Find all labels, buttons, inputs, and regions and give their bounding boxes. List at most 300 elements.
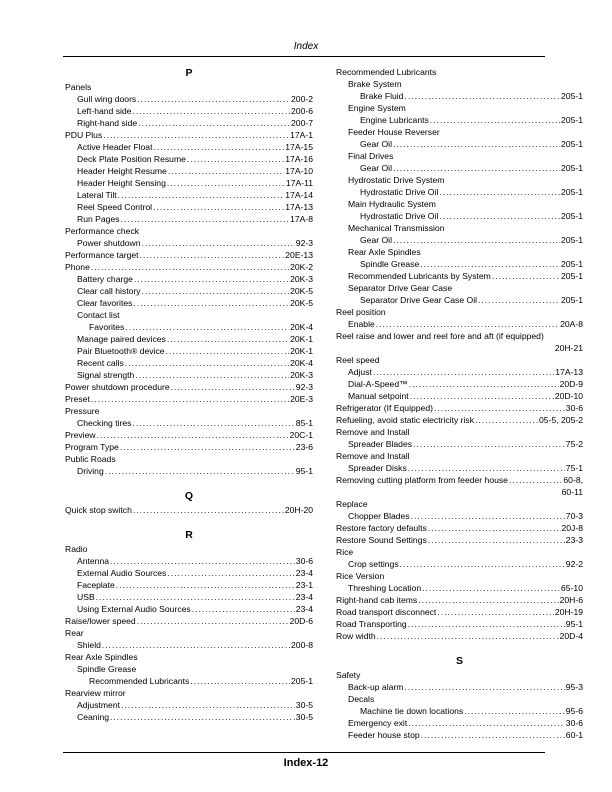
index-entry-continuation: 60-11 (561, 487, 583, 497)
index-entry-label: Preset (65, 394, 90, 404)
dot-leader (404, 90, 560, 102)
dot-leader (376, 318, 559, 330)
dot-leader (171, 381, 295, 393)
index-entry (336, 474, 583, 486)
index-entry-label: Clear call history (77, 286, 141, 296)
index-entry-label: Phone (65, 262, 90, 272)
index-entry-continuation: 20H-21 (554, 343, 583, 353)
index-entry-label: Pair Bluetooth® device (77, 346, 165, 356)
index-entry (65, 393, 313, 405)
index-entry-page-ref: 205-1 (561, 163, 583, 173)
index-entry (336, 522, 583, 534)
dot-leader (400, 558, 565, 570)
index-entry-label: Rearview mirror (65, 688, 126, 698)
index-entry-page-ref: 85-1 (295, 418, 313, 428)
index-entry (336, 378, 583, 390)
dot-leader (110, 555, 295, 567)
index-entry-label: Raise/lower speed (65, 616, 136, 626)
dot-leader (478, 294, 560, 306)
dot-leader (153, 201, 284, 213)
index-entry (65, 663, 313, 675)
index-entry (65, 579, 313, 591)
index-entry-page-ref: 20D-4 (559, 631, 583, 641)
index-entry-page-ref: 17A-10 (285, 166, 313, 176)
index-entry (65, 675, 313, 687)
index-entry-label: Power shutdown procedure (65, 382, 170, 392)
index-entry-label: Checking tires (77, 418, 132, 428)
index-entry-label: Adjustment (77, 700, 120, 710)
index-entry-page-ref: 20E-13 (285, 250, 313, 260)
index-entry-page-ref: 17A-13 (285, 202, 313, 212)
index-entry-page-ref: 205-1 (561, 271, 583, 281)
index-entry (65, 237, 313, 249)
index-entry-label: Feeder house stop (348, 730, 420, 740)
index-entry-label: Preview (65, 430, 96, 440)
index-entry-label: Refueling, avoid static electricity risk (336, 415, 475, 425)
index-entry (65, 321, 313, 333)
index-entry (65, 165, 313, 177)
index-entry (65, 153, 313, 165)
index-entry-label: Public Roads (65, 454, 116, 464)
index-entry-label: Road transport disconnect (336, 607, 437, 617)
index-entry (336, 366, 583, 378)
dot-leader (91, 393, 289, 405)
dot-leader (430, 114, 560, 126)
index-entry-label: Right-hand cab items (336, 595, 418, 605)
dot-leader (428, 522, 561, 534)
index-entry-label: Using External Audio Sources (77, 604, 191, 614)
index-entry-label: Antenna (77, 556, 110, 566)
index-entry-label: USB (77, 592, 95, 602)
index-entry-page-ref: 20H-6 (559, 595, 583, 605)
index-entry-label: Chopper Blades (348, 511, 410, 521)
index-entry-label: Recommended Lubricants (89, 676, 190, 686)
index-entry (336, 582, 583, 594)
section-letter-heading: S (455, 655, 463, 667)
index-entry (336, 558, 583, 570)
index-entry-page-ref: 65-10 (561, 583, 583, 593)
index-entry-page-ref: 20K-5 (290, 298, 313, 308)
index-entry (65, 333, 313, 345)
index-entry-label: Row width (336, 631, 376, 641)
index-entry-label: Separator Drive Gear Case Oil (360, 295, 478, 305)
index-entry-label: Performance target (65, 250, 139, 260)
dot-leader (404, 681, 564, 693)
index-entry (336, 114, 583, 126)
dot-leader (105, 465, 295, 477)
dot-leader (142, 237, 295, 249)
index-entry-label: Refrigerator (If Equipped) (336, 403, 433, 413)
index-entry-page-ref: 23-6 (295, 442, 313, 452)
index-entry-page-ref: 95-6 (565, 706, 583, 716)
index-entry-page-ref: 70-3 (565, 511, 583, 521)
index-entry-page-ref: 200-2 (291, 94, 313, 104)
index-entry (336, 210, 583, 222)
dot-leader (153, 141, 284, 153)
index-entry-label: Rear (65, 628, 84, 638)
dot-leader (103, 129, 289, 141)
dot-leader (135, 369, 289, 381)
index-entry (65, 429, 313, 441)
index-entry-label: Gear Oil (360, 235, 392, 245)
index-entry (65, 627, 313, 639)
dot-leader (167, 177, 285, 189)
dot-leader (133, 504, 284, 516)
index-entry-label: Road Transporting (336, 619, 407, 629)
index-entry (65, 465, 313, 477)
dot-leader (509, 474, 562, 486)
index-entry-label: PDU Plus (65, 130, 103, 140)
index-entry-page-ref: 20K-4 (290, 322, 313, 332)
index-entry-label: Rear Axle Spindles (348, 247, 421, 257)
index-entry-label: Engine System (348, 103, 406, 113)
index-entry-page-ref: 17A-14 (285, 190, 313, 200)
index-entry-page-ref: 20K-1 (290, 334, 313, 344)
index-entry-label: Removing cutting platform from feeder house (336, 475, 508, 485)
index-entry-label: Deck Plate Position Resume (77, 154, 186, 164)
index-entry-page-ref: 205-1 (561, 115, 583, 125)
page-number: Index-12 (283, 757, 329, 769)
dot-leader (116, 579, 295, 591)
index-entry-label: Reel position (336, 307, 386, 317)
index-entry-label: Spindle Grease (77, 664, 137, 674)
index-entry-label: Manual setpoint (348, 391, 409, 401)
index-entry (336, 618, 583, 630)
index-entry (336, 498, 583, 510)
index-entry-label: Crop settings (348, 559, 399, 569)
index-entry-label: Header Height Resume (77, 166, 167, 176)
dot-leader (409, 378, 559, 390)
index-entry (336, 450, 583, 462)
index-entry-label: Shield (77, 640, 101, 650)
index-entry-label: Favorites (89, 322, 125, 332)
index-entry-label: Decals (348, 694, 375, 704)
section-letter-heading: Q (184, 490, 194, 502)
index-entry-page-ref: 205-1 (291, 676, 313, 686)
index-entry-label: Restore Sound Settings (336, 535, 427, 545)
index-entry-page-ref: 20A-8 (560, 319, 583, 329)
index-entry (336, 705, 583, 717)
index-entry (65, 117, 313, 129)
index-entry-label: Driving (77, 466, 104, 476)
index-entry-label: Header Height Sensing (77, 178, 166, 188)
index-entry (65, 129, 313, 141)
index-entry-page-ref: 23-4 (295, 604, 313, 614)
dot-leader (138, 117, 290, 129)
index-entry (65, 687, 313, 699)
dot-leader (393, 234, 560, 246)
index-entry-label: Hydrostatic Drive Oil (360, 211, 439, 221)
index-entry-label: Enable (348, 319, 375, 329)
index-entry-label: Radio (65, 544, 88, 554)
index-entry (65, 81, 313, 93)
index-entry-page-ref: 30-6 (565, 718, 583, 728)
page-header-title: Index (293, 41, 319, 52)
index-entry (336, 681, 583, 693)
index-entry-page-ref: 20J-8 (561, 523, 583, 533)
dot-leader (420, 258, 560, 270)
index-entry (65, 105, 313, 117)
dot-leader (137, 615, 289, 627)
index-entry-label: Spreader Blades (348, 439, 413, 449)
index-entry-label: Separator Drive Gear Case (348, 283, 453, 293)
dot-leader (96, 591, 295, 603)
index-entry-label: Machine tie down locations (360, 706, 464, 716)
index-entry (336, 282, 583, 294)
index-entry (336, 669, 583, 681)
dot-leader (428, 534, 565, 546)
index-entry-page-ref: 92-2 (565, 559, 583, 569)
index-entry (336, 606, 583, 618)
dot-leader (97, 429, 289, 441)
index-entry-page-ref: 75-1 (565, 463, 583, 473)
index-entry-label: Active Header Float (77, 142, 153, 152)
dot-leader (167, 567, 294, 579)
index-entry (336, 102, 583, 114)
index-column-left (65, 66, 313, 723)
index-entry (65, 213, 313, 225)
index-entry (65, 273, 313, 285)
index-entry (336, 390, 583, 402)
index-entry-label: Rear Axle Spindles (65, 652, 138, 662)
dot-leader (121, 213, 290, 225)
index-entry (336, 693, 583, 705)
dot-leader (125, 321, 289, 333)
index-entry-label: Contact list (77, 310, 120, 320)
dot-leader (410, 390, 554, 402)
index-entry-page-ref: 23-1 (295, 580, 313, 590)
section-letter-heading: R (185, 529, 193, 541)
section-letter-heading: P (185, 67, 193, 79)
dot-leader (102, 639, 290, 651)
index-entry-label: Reel speed (336, 355, 380, 365)
index-entry-page-ref: 17A-16 (285, 154, 313, 164)
index-entry (65, 504, 313, 516)
index-entry (336, 306, 583, 318)
index-entry-page-ref: 60-8, (563, 475, 583, 485)
index-entry-label: Spindle Grease (360, 259, 420, 269)
index-entry-label: Brake System (348, 79, 402, 89)
index-entry-label: Spreader Disks (348, 463, 407, 473)
index-entry (65, 345, 313, 357)
dot-leader (132, 105, 290, 117)
index-entry (65, 651, 313, 663)
index-entry-page-ref: 20D-6 (289, 616, 313, 626)
dot-leader (408, 717, 565, 729)
dot-leader (137, 93, 290, 105)
index-entry (336, 270, 583, 282)
dot-leader (140, 249, 285, 261)
dot-leader (421, 729, 565, 741)
index-entry (65, 555, 313, 567)
dot-leader (168, 165, 284, 177)
index-entry-page-ref: 17A-1 (290, 130, 313, 140)
index-entry-label: Signal strength (77, 370, 135, 380)
index-entry (65, 615, 313, 627)
index-entry-page-ref: 23-4 (295, 568, 313, 578)
dot-leader (110, 711, 295, 723)
index-entry-label: Engine Lubricants (360, 115, 429, 125)
index-entry-page-ref: 205-1 (561, 187, 583, 197)
index-entry (65, 177, 313, 189)
index-entry (336, 78, 583, 90)
dot-leader (393, 162, 560, 174)
index-entry-page-ref: 20H-20 (284, 505, 313, 515)
footer-rule (63, 752, 545, 753)
index-entry (336, 462, 583, 474)
index-entry-page-ref: 30-5 (295, 700, 313, 710)
index-entry (65, 405, 313, 417)
index-entry (336, 546, 583, 558)
dot-leader (142, 285, 290, 297)
index-entry (65, 453, 313, 465)
index-entry (65, 189, 313, 201)
index-entry-page-ref: 75-2 (565, 439, 583, 449)
index-entry-label: Run Pages (77, 214, 120, 224)
index-entry-label: Hydrostatic Drive System (348, 175, 445, 185)
index-entry-page-ref: 20H-19 (554, 607, 583, 617)
dot-leader (120, 441, 295, 453)
index-entry (65, 543, 313, 555)
dot-leader (167, 333, 289, 345)
index-entry-label: Power shutdown (77, 238, 141, 248)
index-entry (336, 729, 583, 741)
index-column-right (336, 66, 583, 741)
dot-leader (437, 606, 553, 618)
index-entry-label: Recommended Lubricants (336, 67, 437, 77)
index-entry-page-ref: 20K-5 (290, 286, 313, 296)
index-entry-label: Quick stop switch (65, 505, 132, 515)
index-entry-page-ref: 95-1 (565, 619, 583, 629)
dot-leader (411, 510, 565, 522)
index-entry (336, 150, 583, 162)
index-entry (336, 222, 583, 234)
index-entry (336, 198, 583, 210)
index-entry (336, 630, 583, 642)
index-entry-label: Reel Speed Control (77, 202, 153, 212)
index-entry (65, 249, 313, 261)
index-entry-label: Recommended Lubricants by System (348, 271, 491, 281)
index-entry-page-ref: 17A-15 (285, 142, 313, 152)
dot-leader (133, 297, 289, 309)
index-entry-label: External Audio Sources (77, 568, 167, 578)
index-entry-label: Remove and Install (336, 427, 410, 437)
index-entry-label: Left-hand side (77, 106, 132, 116)
index-entry-page-ref: 20C-1 (289, 430, 313, 440)
index-entry (65, 297, 313, 309)
index-entry-page-ref: 95-1 (295, 466, 313, 476)
index-entry-label: Gear Oil (360, 163, 392, 173)
index-entry (65, 285, 313, 297)
index-entry (65, 591, 313, 603)
index-entry (336, 258, 583, 270)
dot-leader (439, 210, 560, 222)
index-entry-label: Dial-A-Speed™ (348, 379, 408, 389)
index-entry-label: Lateral Tilt (77, 190, 117, 200)
index-entry-label: Emergency exit (348, 718, 408, 728)
index-entry-page-ref: 60-1 (565, 730, 583, 740)
index-entry-label: Adjust (348, 367, 372, 377)
index-entry (336, 510, 583, 522)
index-entry (336, 414, 583, 426)
index-entry-page-ref: 05-5, 205-2 (539, 415, 583, 425)
index-entry (65, 93, 313, 105)
index-entry (336, 162, 583, 174)
index-entry-label: Performance check (65, 226, 140, 236)
index-entry-label: Replace (336, 499, 368, 509)
index-entry-label: Right-hand side (77, 118, 138, 128)
index-entry-page-ref: 30-6 (565, 403, 583, 413)
dot-leader (434, 402, 565, 414)
index-entry (336, 717, 583, 729)
index-entry (65, 357, 313, 369)
index-entry-page-ref: 17A-11 (285, 178, 313, 188)
index-entry-page-ref: 95-3 (565, 682, 583, 692)
index-entry (336, 126, 583, 138)
index-entry-label: Rice (336, 547, 354, 557)
index-entry (65, 369, 313, 381)
index-entry-label: Reel raise and lower and reel fore and aft (if equipped) (336, 331, 544, 341)
index-entry (336, 186, 583, 198)
index-entry-page-ref: 20K-2 (290, 262, 313, 272)
index-entry (65, 711, 313, 723)
section-spacer (336, 642, 583, 654)
index-entry (336, 138, 583, 150)
index-entry (65, 201, 313, 213)
index-entry (65, 441, 313, 453)
index-entry-page-ref: 92-3 (295, 382, 313, 392)
index-entry-label: Battery charge (77, 274, 133, 284)
dot-leader (187, 153, 284, 165)
dot-leader (134, 273, 289, 285)
index-entry-page-ref: 30-5 (295, 712, 313, 722)
dot-leader (418, 594, 558, 606)
section-spacer (65, 516, 313, 528)
dot-leader (91, 261, 289, 273)
index-entry-label: Back-up alarm (348, 682, 404, 692)
index-entry-page-ref: 205-1 (561, 295, 583, 305)
dot-leader (373, 366, 554, 378)
index-entry-page-ref: 200-6 (291, 106, 313, 116)
index-entry (336, 246, 583, 258)
index-entry (65, 141, 313, 153)
index-entry (336, 318, 583, 330)
index-entry-label: Main Hydraulic System (348, 199, 436, 209)
index-entry-label: Program Type (65, 442, 119, 452)
dot-leader (408, 462, 565, 474)
dot-leader (190, 675, 290, 687)
index-entry (65, 699, 313, 711)
dot-leader (125, 357, 289, 369)
index-entry-page-ref: 205-1 (561, 211, 583, 221)
header-rule (63, 56, 545, 57)
dot-leader (439, 186, 560, 198)
dot-leader (422, 582, 560, 594)
index-entry-page-ref: 30-6 (295, 556, 313, 566)
dot-leader (393, 138, 560, 150)
index-entry-label: Pressure (65, 406, 100, 416)
index-entry-page-ref: 20K-1 (290, 346, 313, 356)
index-entry-page-ref: 205-1 (561, 139, 583, 149)
index-entry-label: Manage paired devices (77, 334, 166, 344)
index-entry (65, 639, 313, 651)
index-entry (65, 417, 313, 429)
index-entry (65, 309, 313, 321)
index-entry-page-ref: 17A-8 (290, 214, 313, 224)
index-entry (336, 594, 583, 606)
index-entry-label: Clear favorites (77, 298, 133, 308)
index-entry (336, 426, 583, 438)
